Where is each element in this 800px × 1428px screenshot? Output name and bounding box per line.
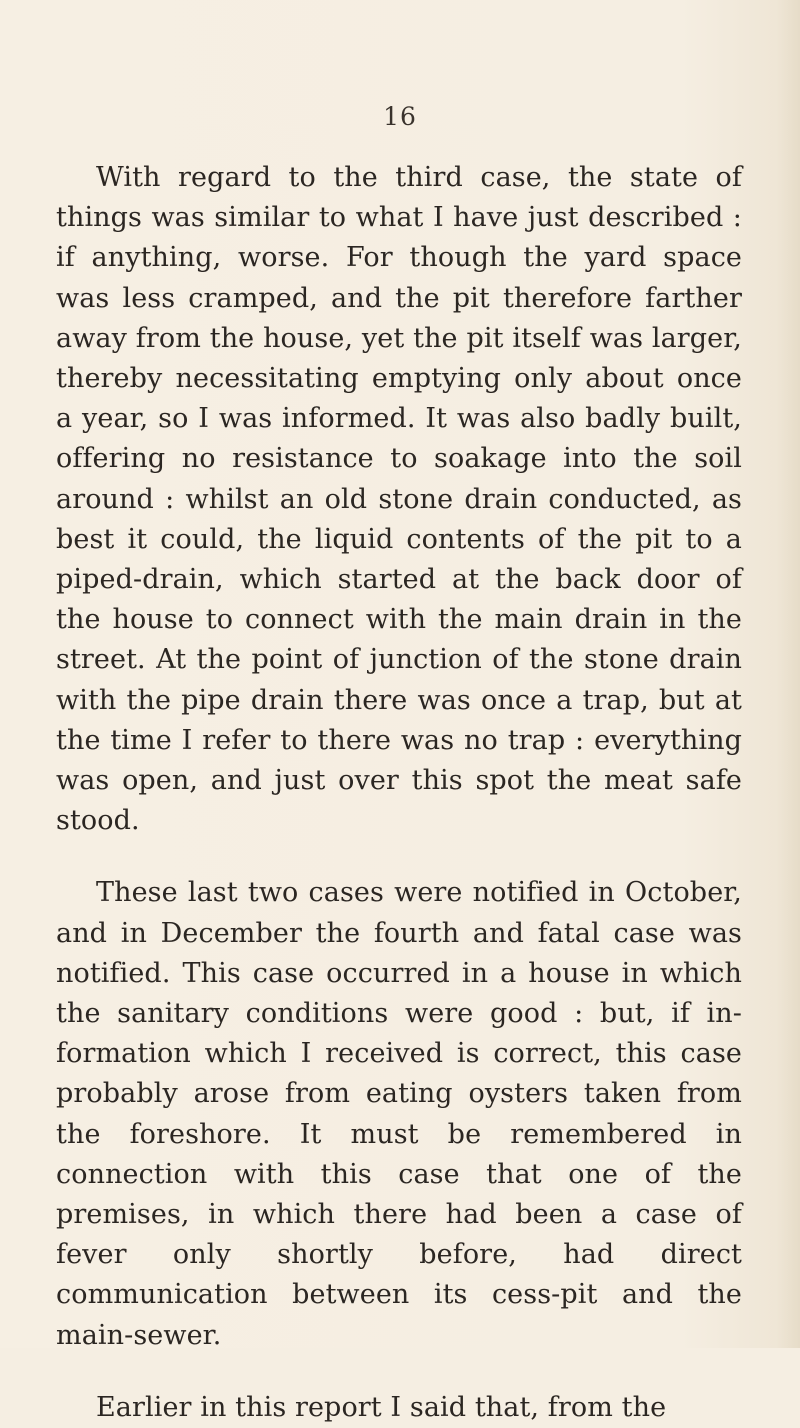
paragraph-third-case: With regard to the third case, the state of things was similar to what I have just described : if anything, worse. For though the yard space was less cramped, and the pit therefore farther away from the house, yet the pit itself was larger, thereby necessitating emptying only about once a year, so I was informed. It was also badly built, offering no resistance to soakage into the soil around : whilst an old stone drain conducted, as best it could, the liquid contents of the pit to a piped-drain, which started at the back door of the house to connect with the main drain in the street. At the point of junction of the stone drain with the pipe drain there was once a trap, but at the time I refer to there was no trap : everything was open, and just over this spot the meat safe stood.	[56, 162, 742, 837]
paragraph-fourth-case: These last two cases were notified in October, and in December the fourth and fatal case was notified. This case occurred in a house in which the sanitary conditions were good : but, if in- formation which I received is correct, this case probably arose from eating oysters taken from the foreshore. It must be remembered in connection with this case that one of the premises, in which there had been a case of fever only shortly before, had direct communication between its cess-pit and the main-sewer.	[56, 877, 742, 1351]
paragraph-earlier-report: Earlier in this report I said that, from the	[96, 1391, 667, 1423]
body-text	[56, 158, 742, 1428]
page-number: 16	[383, 102, 417, 131]
